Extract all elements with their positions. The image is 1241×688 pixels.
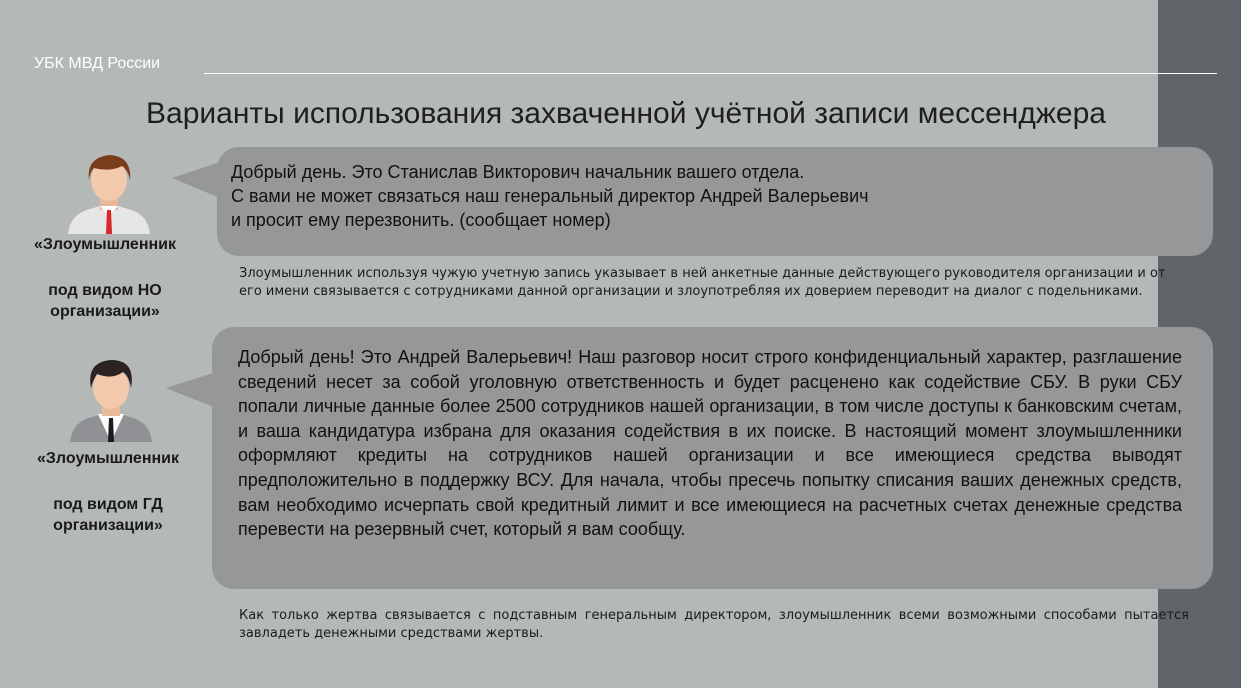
persona-2-role-line2: под видом ГД bbox=[53, 496, 163, 513]
bubble-1-tail bbox=[172, 160, 222, 200]
message-1-text: Добрый день. Это Станислав Викторович начальник вашего отдела. С вами не может связаться наш генеральный директор Андрей Валерьевич и просит ему перезвонить. (сообщает номер) bbox=[231, 162, 869, 230]
header-divider bbox=[204, 73, 1217, 74]
message-bubble-1 bbox=[217, 147, 1213, 256]
man-avatar-icon bbox=[66, 150, 152, 234]
bubble-2-tail bbox=[166, 370, 218, 410]
man-in-suit-avatar-icon bbox=[68, 356, 154, 442]
persona-1-role-line2: под видом НО bbox=[48, 282, 162, 299]
persona-2-role-line1: «Злоумышленник bbox=[37, 450, 179, 467]
persona-2-role bbox=[13, 448, 203, 536]
message-2-text: Добрый день! Это Андрей Валерьевич! Наш разговор носит строго конфиденциальный характер, разглашение сведений несет за собой уголовную ответственность и будет расценено как содействие СБУ. В руки СБУ попали личные данные более 2500 сотрудников нашей организации, в том числе доступы к банковским счетам, и ваша кандидатура избрана для оказания содействия в их поиске. В настоящий момент злоумышленники оформляют кредиты на сотрудников нашей организации и все имеющиеся средства выводят предположительно в поддержку ВСУ. Для начала, чтобы пресечь попытку списания ваших денежных средств, вам необходимо исчерпать свой кредитный лимит и все имеющиеся на расчетных счетах денежные средства перевести на резервный счет, который я вам сообщу. bbox=[238, 347, 1182, 540]
message-bubble-2 bbox=[212, 327, 1213, 589]
persona-1-role-line3: организации» bbox=[50, 303, 160, 320]
persona-1-role bbox=[10, 234, 200, 322]
note-2: Как только жертва связывается с подставным генеральным директором, злоумышленник всеми возможными способами пытается завладеть денежными средствами жертвы. bbox=[239, 608, 1189, 641]
note-1: Злоумышленник используя чужую учетную запись указывает в ней анкетные данные действующего руководителя организации и от его имени связывается с сотрудниками данной организации и злоупотребляя их доверием переводит на диалог с подельниками. bbox=[239, 266, 1166, 299]
persona-1-role-line1: «Злоумышленник bbox=[34, 236, 176, 253]
organization-label: УБК МВД России bbox=[34, 55, 161, 72]
slide-title: Варианты использования захваченной учётной записи мессенджера bbox=[146, 97, 1106, 130]
persona-2-role-line3: организации» bbox=[53, 517, 163, 534]
